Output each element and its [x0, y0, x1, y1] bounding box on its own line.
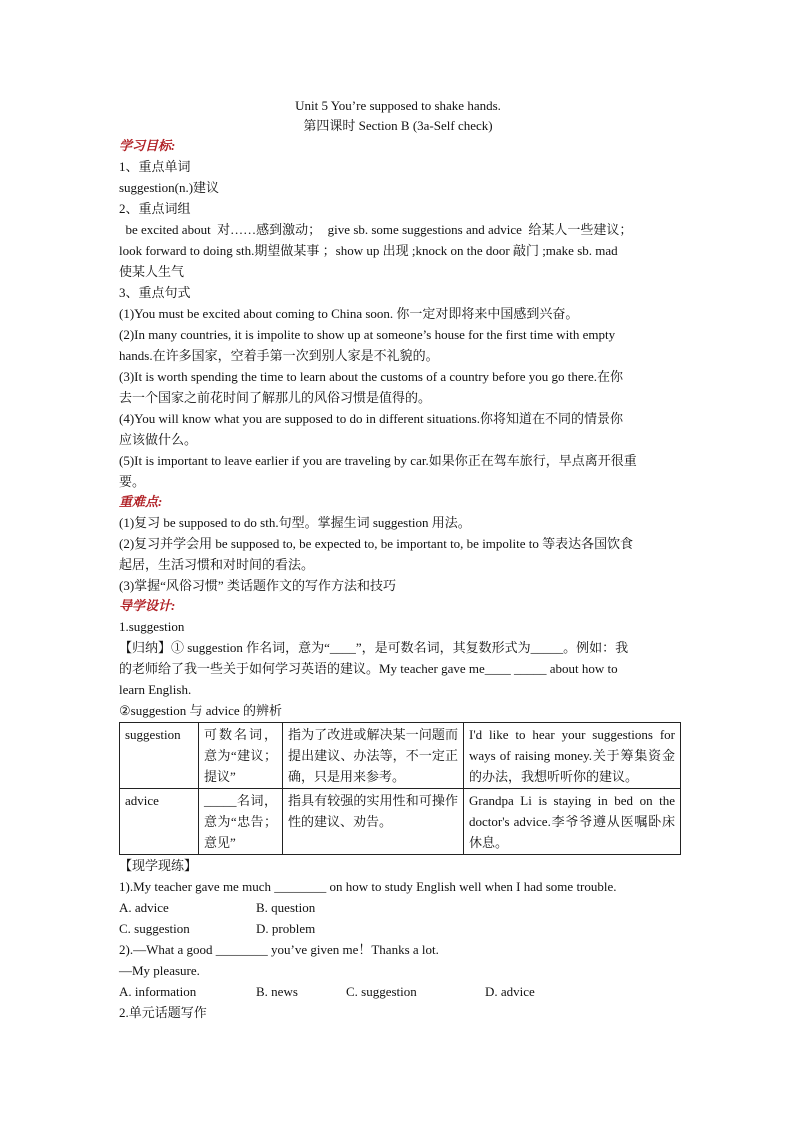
page-subtitle: 第四课时 Section B (3a-Self check) — [303, 118, 493, 133]
option: C. suggestion — [346, 984, 417, 999]
summary-line: learn English. — [119, 682, 192, 697]
key-point-line: (1)复习 be supposed to do sth.句型。掌握生词 suggestion 用法。 — [119, 515, 471, 530]
guide-item-2: 2.单元话题写作 — [119, 1005, 207, 1020]
key-points-heading: 重难点: — [119, 494, 163, 509]
table-row — [120, 723, 681, 789]
option: A. information — [119, 984, 197, 999]
key-point-line: 起居，生活习惯和对时间的看法。 — [119, 557, 315, 572]
table-cell: 指为了改进或解决某一问题而提出建议、办法等，不一定正确，只是用来参考。 — [283, 723, 464, 789]
phrases-line: be excited about 对……感到激动； give sb. some suggestions and advice 给某人一些建议； — [119, 222, 633, 237]
comparison-table — [119, 722, 681, 855]
words-line: suggestion(n.)建议 — [119, 180, 220, 195]
table-cell: _____名词，意为“忠告；意见” — [199, 789, 283, 855]
sentence-line: 要。 — [119, 474, 146, 489]
question-2-reply: —My pleasure. — [119, 963, 200, 978]
table-cell: 指具有较强的实用性和可操作性的建议、劝告。 — [283, 789, 464, 855]
option: A. advice — [119, 900, 169, 915]
sentence-line: (4)You will know what you are supposed to do in different situations.你将知道在不同的情景你 — [119, 411, 623, 426]
phrases-heading: 2、重点词组 — [119, 201, 191, 216]
objectives-heading: 学习目标: — [119, 138, 176, 153]
sentence-line: (3)It is worth spending the time to learn about the customs of a country before you go there.在你 — [119, 369, 623, 384]
words-heading: 1、重点单词 — [119, 159, 191, 174]
practice-heading: 【现学现练】 — [119, 858, 198, 873]
question-2: 2).—What a good ________ you’ve given me！Thanks a lot. — [119, 942, 439, 957]
guide-item-1: 1.suggestion — [119, 619, 185, 634]
phrases-line: 使某人生气 — [119, 264, 185, 279]
sentence-line: 应该做什么。 — [119, 432, 198, 447]
option: B. question — [256, 900, 316, 915]
table-cell: suggestion — [120, 723, 199, 789]
option: B. news — [256, 984, 298, 999]
table-row — [120, 789, 681, 855]
sentence-line: (1)You must be excited about coming to China soon. 你一定对即将来中国感到兴奋。 — [119, 306, 579, 321]
question-1: 1).My teacher gave me much ________ on how to study English well when I had some trouble. — [119, 879, 617, 894]
guide-heading: 导学设计: — [119, 598, 176, 613]
question-1-options-row — [119, 897, 677, 918]
sentences-heading: 3、重点句式 — [119, 285, 191, 300]
summary-line: 的老师给了我一些关于如何学习英语的建议。My teacher gave me____ _____ about how to — [119, 661, 618, 676]
table-cell: Grandpa Li is staying in bed on the doctor's advice.李爷爷遵从医嘱卧床休息。 — [464, 789, 681, 855]
key-point-line: (3)掌握“风俗习惯” 类话题作文的写作方法和技巧 — [119, 578, 396, 593]
option: D. advice — [485, 984, 535, 999]
compare-heading: ②suggestion 与 advice 的辨析 — [119, 703, 282, 718]
sentence-line: (5)It is important to leave earlier if you are traveling by car.如果你正在驾车旅行，早点离开很重 — [119, 453, 637, 468]
option: D. problem — [256, 921, 316, 936]
document-content — [119, 96, 677, 1023]
question-1-options-row — [119, 918, 677, 939]
table-cell: advice — [120, 789, 199, 855]
question-2-options-row — [119, 981, 677, 1002]
page-title: Unit 5 You’re supposed to shake hands. — [295, 98, 501, 113]
sentence-line: hands.在许多国家，空着手第一次到别人家是不礼貌的。 — [119, 348, 439, 363]
option: C. suggestion — [119, 921, 190, 936]
table-cell: 可数名词，意为“建议；提议” — [199, 723, 283, 789]
table-cell: I'd like to hear your suggestions for ways of raising money.关于筹集资金的办法，我想听听你的建议。 — [464, 723, 681, 789]
sentence-line: (2)In many countries, it is impolite to show up at someone’s house for the first time with empty — [119, 327, 616, 342]
summary-line: 【归纳】① suggestion 作名词，意为“____”，是可数名词，其复数形式为_____。例如：我 — [119, 640, 629, 655]
sentence-line: 去一个国家之前花时间了解那儿的风俗习惯是值得的。 — [119, 390, 432, 405]
key-point-line: (2)复习并学会用 be supposed to, be expected to, be important to, be impolite to 等表达各国饮食 — [119, 536, 634, 551]
phrases-line: look forward to doing sth.期望做某事 ；show up 出现 ;knock on the door 敲门 ;make sb. mad — [119, 243, 618, 258]
